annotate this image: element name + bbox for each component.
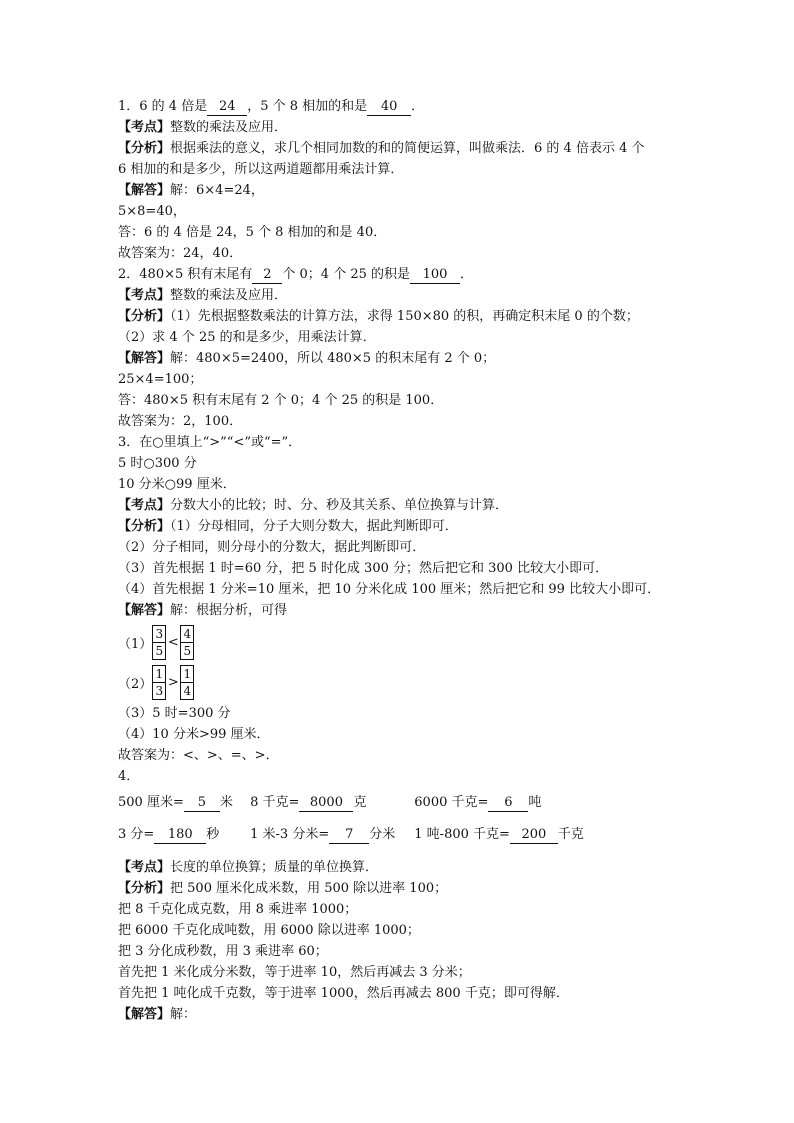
q4-conversion-item — [414, 819, 584, 851]
fraction-right — [180, 625, 194, 660]
q4-conversion-item — [414, 787, 541, 819]
conversion-unit: 克 — [353, 795, 367, 810]
q2-stem-end: ． — [460, 267, 474, 282]
q2-fenxi-1 — [118, 306, 678, 327]
fenxi-tag: 【分析】 — [118, 881, 171, 896]
conversion-answer: 6 — [488, 795, 528, 812]
conversion-lhs: 1 吨-800 千克= — [414, 827, 510, 842]
denominator: 4 — [183, 683, 192, 698]
q1-jieda-1 — [118, 180, 678, 201]
kaodian-tag: 【考点】 — [118, 860, 171, 875]
q2-jieda-1 — [118, 348, 678, 369]
q2-fenxi-text-1: （1）先根据整数乘法的计算方法，求得 150×80 的积，再确定积末尾 0 的个数； — [170, 309, 639, 324]
fraction-label: （1） — [118, 636, 153, 652]
conversion-unit: 千克 — [557, 827, 584, 842]
fenxi-tag: 【分析】 — [118, 141, 171, 156]
q4-fenxi-1 — [118, 878, 678, 899]
q1-answer-a: 24 — [207, 99, 247, 116]
q2-fenxi-2: （2）求 4 个 25 的和是多少，用乘法计算． — [118, 330, 376, 345]
q3-fenxi-4: （4）首先根据 1 分米=10 厘米，把 10 分米化成 100 厘米；然后把它和 99 比较大小即可． — [118, 582, 661, 597]
q1-stem-text-b: ，5 个 8 相加的和是 — [247, 99, 368, 114]
q2-kaodian — [118, 285, 678, 306]
q3-jieda-4: （4）10 分米>99 厘米． — [118, 727, 270, 742]
conversion-unit: 吨 — [528, 795, 542, 810]
kaodian-tag: 【考点】 — [118, 120, 171, 135]
q4-kaodian-text: 长度的单位换算；质量的单位换算． — [170, 860, 379, 875]
denominator: 3 — [155, 683, 164, 698]
denominator: 5 — [183, 643, 192, 658]
q3-jieda-text-1: 解：根据分析，可得 — [170, 603, 288, 618]
conversion-answer: 8000 — [299, 795, 353, 812]
q1-jieda-text-1: 解：6×4=24， — [170, 183, 264, 198]
conversion-unit: 秒 — [206, 827, 220, 842]
q3-jieda-3: （3）5 时=300 分 — [118, 706, 231, 721]
q3-stem: 3．在○里填上“>”“<”或“=”． — [118, 435, 302, 450]
q3-kaodian — [118, 495, 678, 516]
denominator: 5 — [155, 643, 164, 658]
comparison-operator: > — [167, 674, 179, 690]
kaodian-tag: 【考点】 — [118, 498, 171, 513]
q2-jieda-text-1: 解：480×5=2400，所以 480×5 的积末尾有 2 个 0； — [170, 351, 496, 366]
jieda-tag: 【解答】 — [118, 183, 171, 198]
q3-item-a: 5 时○300 分 — [118, 456, 197, 471]
conversion-lhs: 8 千克= — [250, 795, 300, 810]
q1-jieda-2: 5×8=40， — [118, 204, 186, 219]
document-page — [118, 96, 678, 1025]
q3-fenxi-text-1: （1）分母相同，分子大则分数大，据此判断即可． — [170, 519, 458, 534]
q1-stem — [118, 96, 678, 117]
conversion-lhs: 3 分= — [118, 827, 155, 842]
conversion-answer: 5 — [184, 795, 220, 812]
conversion-unit: 分米 — [369, 827, 396, 842]
conversion-answer: 200 — [510, 827, 558, 844]
q2-kaodian-text: 整数的乘法及应用． — [170, 288, 288, 303]
numerator: 4 — [181, 626, 193, 643]
q1-kaodian-text: 整数的乘法及应用． — [170, 120, 288, 135]
q3-jieda-5: 故答案为：<、>、=、>． — [118, 748, 279, 763]
q2-jieda-2: 25×4=100； — [118, 372, 203, 387]
q3-fraction-compare-2 — [118, 663, 678, 701]
q3-fenxi-1 — [118, 516, 678, 537]
q4-jieda-text-1: 解： — [170, 1007, 197, 1022]
jieda-tag: 【解答】 — [118, 1007, 171, 1022]
jieda-tag: 【解答】 — [118, 603, 171, 618]
jieda-tag: 【解答】 — [118, 351, 171, 366]
q3-fenxi-2: （2）分子相同，则分母小的分数大，据此判断即可． — [118, 540, 426, 555]
conversion-lhs: 6000 千克= — [414, 795, 489, 810]
q3-item-b: 10 分米○99 厘米． — [118, 477, 236, 492]
q4-conversion-item — [250, 787, 410, 819]
q1-stem-end: ． — [411, 99, 425, 114]
q4-fenxi-6: 首先把 1 吨化成千克数，等于进率 1000，然后再减去 800 千克；即可得解． — [118, 986, 569, 1001]
q1-fenxi-1 — [118, 138, 678, 159]
q4-fenxi-4: 把 3 分化成秒数，用 3 乘进率 60； — [118, 944, 328, 959]
q1-fenxi-2: 6 相加的和是多少，所以这两道题都用乘法计算． — [118, 162, 404, 177]
q4-conversion-item — [250, 819, 410, 851]
fraction-label: （2） — [118, 676, 153, 692]
conversion-unit: 米 — [219, 795, 233, 810]
fraction-right — [180, 665, 194, 700]
fenxi-tag: 【分析】 — [118, 309, 171, 324]
numerator: 3 — [153, 626, 165, 643]
fenxi-tag: 【分析】 — [118, 519, 171, 534]
q2-answer-b: 100 — [410, 267, 460, 284]
q3-kaodian-text: 分数大小的比较；时、分、秒及其关系、单位换算与计算． — [170, 498, 509, 513]
comparison-operator: < — [167, 634, 179, 650]
q3-fraction-compare-1 — [118, 623, 678, 661]
q1-jieda-4: 故答案为：24，40． — [118, 246, 243, 261]
numerator: 1 — [153, 666, 165, 683]
q4-conversion-row-1 — [118, 787, 678, 819]
q4-jieda-1 — [118, 1004, 678, 1025]
q4-conversion-item — [118, 787, 246, 819]
conversion-answer: 180 — [154, 827, 206, 844]
conversion-answer: 7 — [329, 827, 369, 844]
conversion-lhs: 500 厘米= — [118, 795, 184, 810]
q4-fenxi-2: 把 8 千克化成克数，用 8 乘进率 1000； — [118, 902, 358, 917]
q4-fenxi-text-1: 把 500 厘米化成米数，用 500 除以进率 100； — [170, 881, 448, 896]
q4-kaodian — [118, 857, 678, 878]
q2-stem-text-b: 个 0；4 个 25 的积是 — [282, 267, 411, 282]
q1-jieda-3: 答：6 的 4 倍是 24，5 个 8 相加的和是 40． — [118, 225, 387, 240]
q3-fenxi-3: （3）首先根据 1 时=60 分，把 5 时化成 300 分；然后把它和 300 比较大小即可． — [118, 561, 609, 576]
q2-jieda-3: 答：480×5 积有末尾有 2 个 0；4 个 25 的积是 100． — [118, 393, 444, 408]
q2-stem — [118, 264, 678, 285]
conversion-lhs: 1 米-3 分米= — [250, 827, 330, 842]
fraction-left — [152, 625, 166, 660]
q4-conversion-item — [118, 819, 246, 851]
q1-kaodian — [118, 117, 678, 138]
q2-stem-text-a: 2．480×5 积有末尾有 — [118, 267, 253, 282]
numerator: 1 — [181, 666, 193, 683]
q1-answer-b: 40 — [367, 99, 411, 116]
q3-jieda-1 — [118, 600, 678, 621]
q4-fenxi-5: 首先把 1 米化成分米数，等于进率 10，然后再减去 3 分米； — [118, 965, 471, 980]
q4-fenxi-3: 把 6000 千克化成吨数，用 6000 除以进率 1000； — [118, 923, 420, 938]
q1-fenxi-text-1: 根据乘法的意义，求几个相同加数的和的简便运算，叫做乘法．6 的 4 倍表示 4 个 — [170, 141, 645, 156]
q2-answer-a: 2 — [252, 267, 282, 284]
q1-stem-text-a: 1．6 的 4 倍是 — [118, 99, 208, 114]
kaodian-tag: 【考点】 — [118, 288, 171, 303]
q4-conversion-row-2 — [118, 819, 678, 851]
q2-jieda-4: 故答案为：2，100． — [118, 414, 243, 429]
fraction-left — [152, 665, 166, 700]
q4-stem: 4． — [118, 769, 140, 784]
